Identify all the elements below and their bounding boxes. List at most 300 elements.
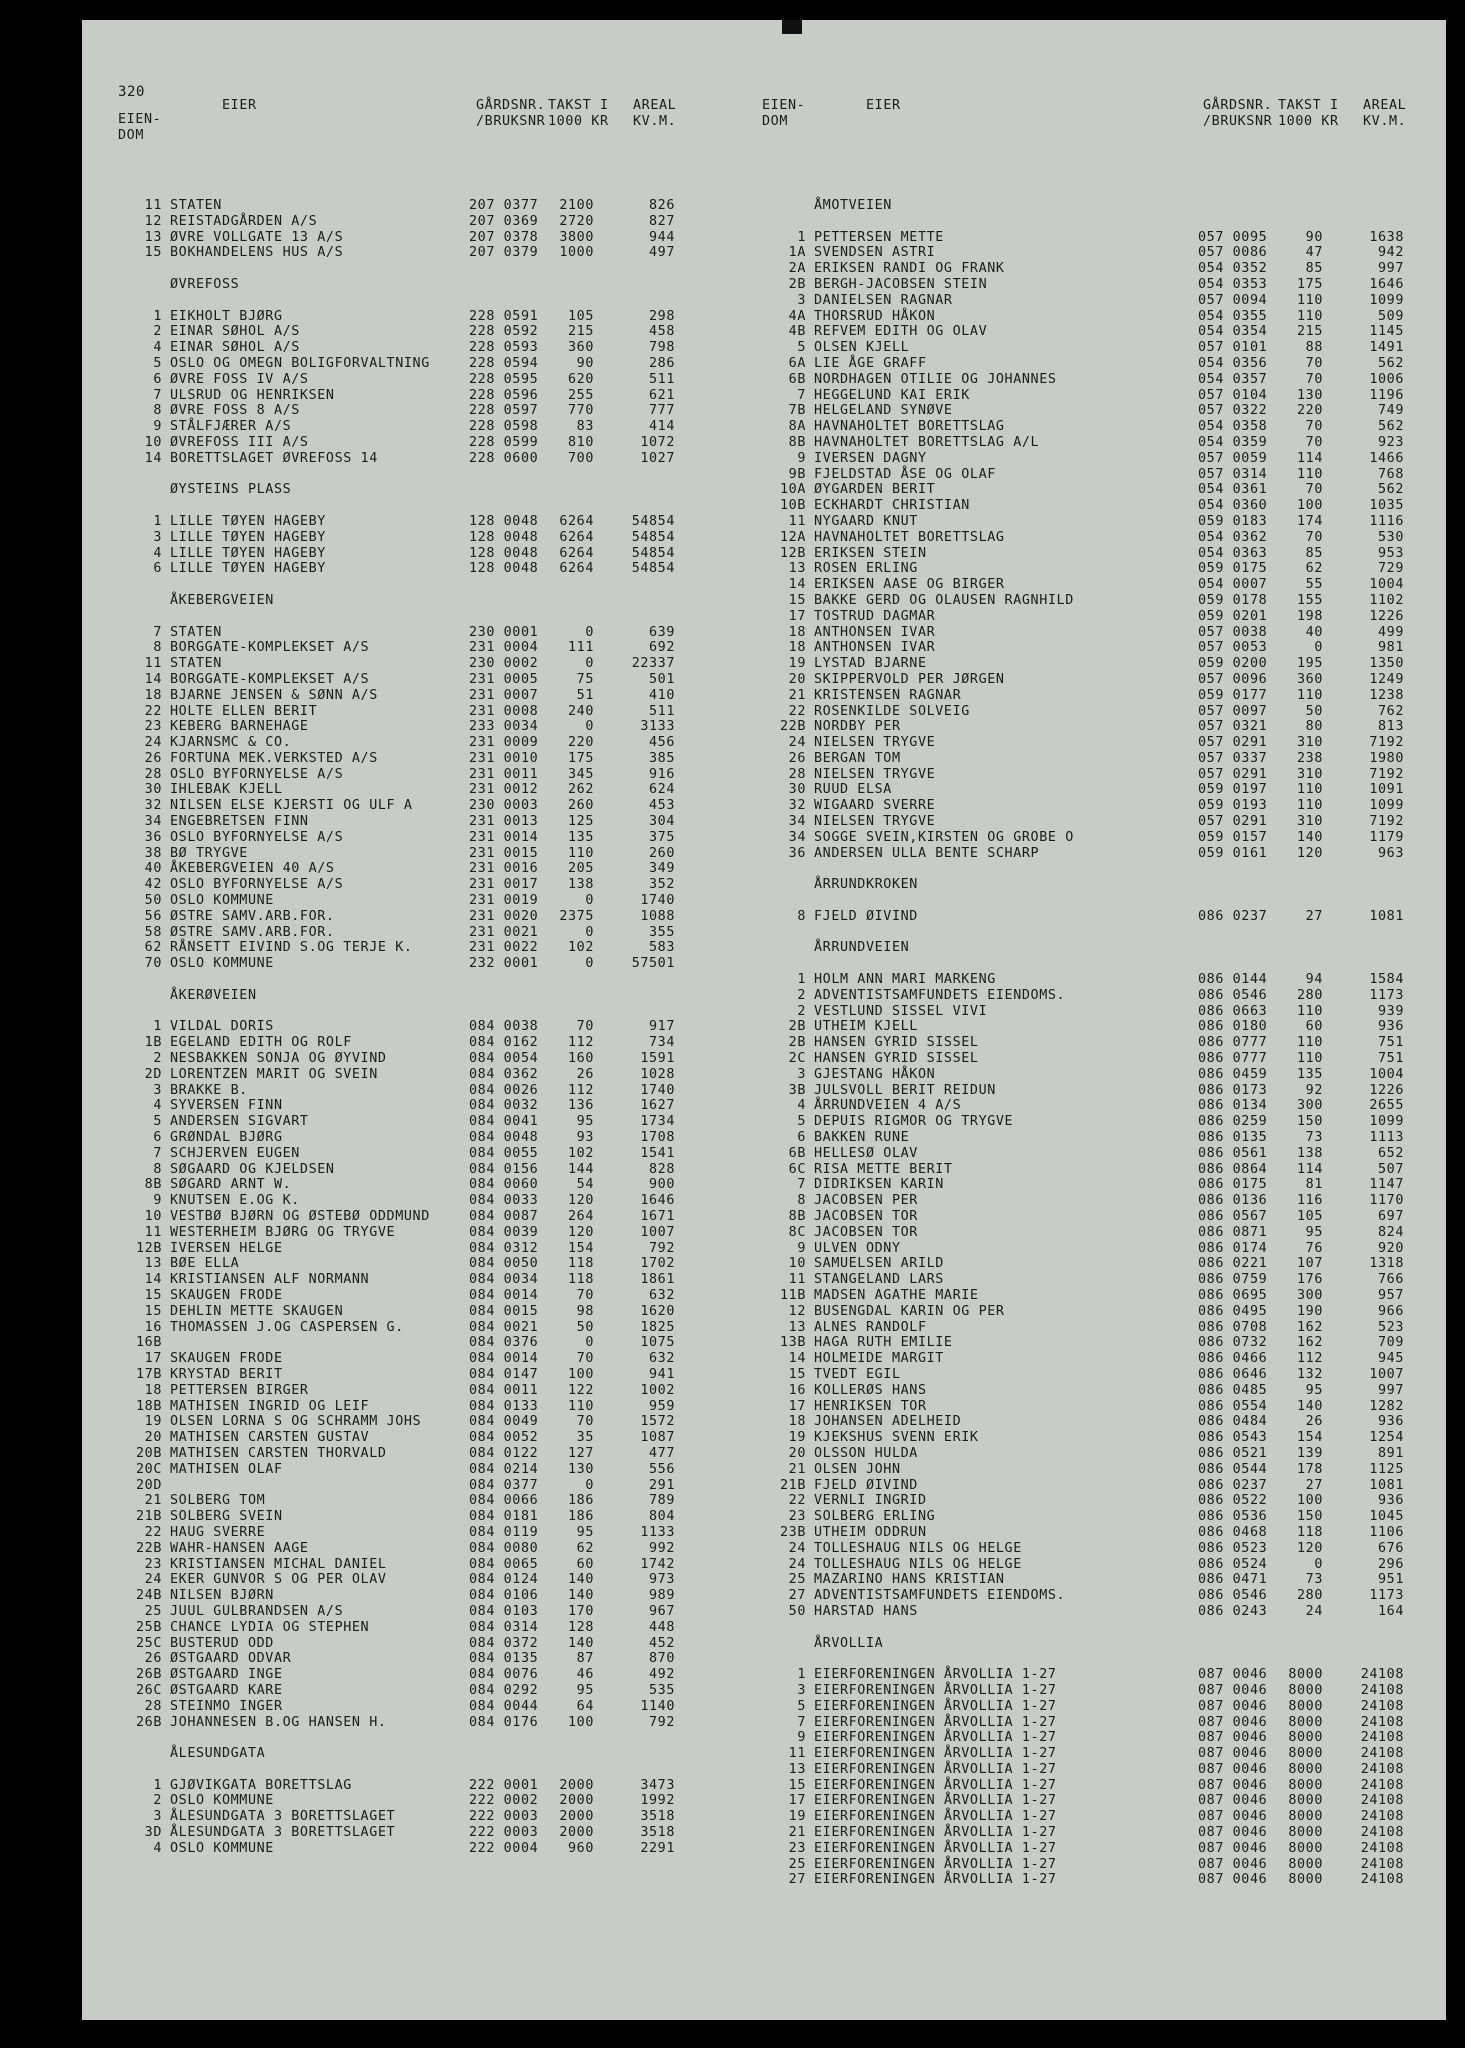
parcel-number: 086 0567 (1198, 1209, 1268, 1224)
table-row (118, 861, 718, 877)
table-row (762, 1067, 1422, 1083)
owner-name: RISA METTE BERIT (814, 1161, 953, 1177)
owner-name: BJARNE JENSEN & SØNN A/S (170, 687, 378, 703)
table-row (118, 324, 718, 340)
property-number: 7B (788, 403, 806, 419)
valuation: 112 (568, 1035, 594, 1051)
valuation: 162 (1297, 1319, 1323, 1335)
table-row (762, 830, 1422, 846)
parcel-number: 084 0124 (469, 1572, 539, 1588)
valuation: 130 (568, 1461, 594, 1477)
property-number: 3B (788, 1082, 806, 1098)
owner-name: JULSVOLL BERIT REIDUN (814, 1082, 996, 1098)
area: 458 (649, 324, 675, 340)
area: 789 (649, 1493, 675, 1509)
owner-name: PETTERSEN BIRGER (170, 1382, 309, 1398)
owner-name: ERIKSEN RANDI OG FRANK (814, 261, 1005, 277)
parcel-number: 231 0014 (469, 829, 539, 845)
valuation: 90 (576, 355, 594, 371)
parcel-number: 086 0243 (1198, 1603, 1268, 1619)
area: 1088 (640, 908, 675, 924)
owner-name: DEHLIN METTE SKAUGEN (170, 1303, 344, 1319)
owner-name: EINAR SØHOL A/S (170, 340, 300, 356)
owner-name: OSLO BYFORNYELSE A/S (170, 829, 344, 845)
property-number: 32 (144, 798, 162, 814)
valuation: 112 (568, 1082, 594, 1098)
parcel-number: 128 0048 (469, 545, 539, 561)
area: 942 (1378, 245, 1404, 261)
area: 639 (649, 624, 675, 640)
table-row (762, 561, 1422, 577)
valuation: 60 (576, 1556, 594, 1572)
area: 973 (649, 1572, 675, 1588)
section-heading (118, 277, 718, 293)
parcel-number: 086 0136 (1198, 1193, 1268, 1209)
owner-name: KEBERG BARNEHAGE (170, 719, 309, 735)
property-number: 3 (797, 1682, 806, 1698)
valuation: 0 (585, 924, 594, 940)
property-number: 22B (780, 719, 806, 735)
spacer (118, 1762, 718, 1778)
property-number: 11 (788, 1272, 806, 1288)
property-number: 30 (788, 782, 806, 798)
valuation: 240 (568, 703, 594, 719)
area: 997 (1378, 1382, 1404, 1398)
property-number: 1A (788, 245, 806, 261)
parcel-number: 228 0591 (469, 308, 539, 324)
parcel-number: 231 0007 (469, 687, 539, 703)
table-row (762, 1446, 1422, 1462)
area: 824 (1378, 1224, 1404, 1240)
parcel-number: 084 0050 (469, 1256, 539, 1272)
table-row (762, 1430, 1422, 1446)
table-row (762, 514, 1422, 530)
valuation: 95 (1305, 1382, 1323, 1398)
property-number: 19 (788, 1809, 806, 1825)
valuation: 0 (585, 1477, 594, 1493)
property-number: 24 (788, 1556, 806, 1572)
owner-name: STATEN (170, 624, 222, 640)
property-number: 4 (153, 340, 162, 356)
area: 766 (1378, 1272, 1404, 1288)
parcel-number: 084 0060 (469, 1177, 539, 1193)
property-number: 11 (788, 513, 806, 529)
area: 1734 (640, 1114, 675, 1130)
table-row (118, 561, 718, 577)
property-number: 4 (797, 1098, 806, 1114)
property-number: 21B (780, 1477, 806, 1493)
owner-name: BERGAN TOM (814, 750, 901, 766)
parcel-number: 057 0096 (1198, 671, 1268, 687)
owner-name: ULVEN ODNY (814, 1240, 901, 1256)
parcel-number: 086 0468 (1198, 1524, 1268, 1540)
property-number: 6 (153, 371, 162, 387)
property-number: 25C (136, 1635, 162, 1651)
owner-name: JACOBSEN PER (814, 1193, 918, 1209)
parcel-number: 057 0086 (1198, 245, 1268, 261)
valuation: 93 (576, 1130, 594, 1146)
table-row (118, 704, 718, 720)
table-row (118, 640, 718, 656)
table-row (118, 830, 718, 846)
table-row (762, 1762, 1422, 1778)
valuation: 2720 (559, 213, 594, 229)
table-row (118, 1462, 718, 1478)
property-number: 18 (788, 640, 806, 656)
area: 749 (1378, 403, 1404, 419)
owner-name: MATHISEN OLAF (170, 1461, 283, 1477)
property-number: 20 (788, 671, 806, 687)
parcel-number: 222 0003 (469, 1809, 539, 1825)
valuation: 112 (1297, 1351, 1323, 1367)
valuation: 138 (1297, 1145, 1323, 1161)
parcel-number: 084 0176 (469, 1714, 539, 1730)
parcel-number: 086 0759 (1198, 1272, 1268, 1288)
area: 632 (649, 1351, 675, 1367)
property-number: 13 (144, 229, 162, 245)
property-number: 50 (144, 893, 162, 909)
parcel-number: 086 0871 (1198, 1224, 1268, 1240)
area: 1226 (1369, 608, 1404, 624)
valuation: 70 (576, 1414, 594, 1430)
owner-name: HAUG SVERRE (170, 1524, 266, 1540)
valuation: 70 (1305, 419, 1323, 435)
table-row (118, 1588, 718, 1604)
table-row (762, 1604, 1422, 1620)
street-name: ÅRVOLLIA (814, 1635, 884, 1651)
property-number: 9 (153, 1193, 162, 1209)
property-number: 23 (788, 1509, 806, 1525)
area: 1702 (640, 1256, 675, 1272)
parcel-number: 059 0157 (1198, 829, 1268, 845)
table-row (118, 546, 718, 562)
owner-name: EIERFORENINGEN ÅRVOLLIA 1-27 (814, 1698, 1057, 1714)
owner-name: NILSEN ELSE KJERSTI OG ULF A (170, 798, 413, 814)
owner-name: OSLO OG OMEGN BOLIGFORVALTNING (170, 355, 430, 371)
owner-name: ROSENKILDE SOLVEIG (814, 703, 970, 719)
parcel-number: 231 0020 (469, 908, 539, 924)
owner-name: IHLEBAK KJELL (170, 782, 283, 798)
table-row (762, 846, 1422, 862)
valuation: 60 (1305, 1019, 1323, 1035)
owner-name: JACOBSEN TOR (814, 1224, 918, 1240)
property-number: 36 (144, 829, 162, 845)
parcel-number: 084 0214 (469, 1461, 539, 1477)
section-heading (118, 1746, 718, 1762)
area: 1125 (1369, 1461, 1404, 1477)
parcel-number: 057 0337 (1198, 750, 1268, 766)
table-row (762, 1509, 1422, 1525)
valuation: 140 (568, 1635, 594, 1651)
property-number: 7 (797, 1177, 806, 1193)
valuation: 100 (1297, 498, 1323, 514)
owner-name: MATHISEN INGRID OG LEIF (170, 1398, 370, 1414)
owner-name: OLSSON HULDA (814, 1445, 918, 1461)
valuation: 107 (1297, 1256, 1323, 1272)
property-number: 4 (153, 1098, 162, 1114)
property-number: 28 (788, 766, 806, 782)
owner-name: EIERFORENINGEN ÅRVOLLIA 1-27 (814, 1840, 1057, 1856)
owner-name: ØYGARDEN BERIT (814, 482, 936, 498)
owner-name: LILLE TØYEN HAGEBY (170, 561, 326, 577)
table-row (762, 1320, 1422, 1336)
property-number: 6B (788, 1145, 806, 1161)
area: 2655 (1369, 1098, 1404, 1114)
valuation: 76 (1305, 1240, 1323, 1256)
table-row (118, 1414, 718, 1430)
table-row (762, 609, 1422, 625)
table-row (118, 309, 718, 325)
area: 1147 (1369, 1177, 1404, 1193)
valuation: 0 (585, 624, 594, 640)
valuation: 360 (1297, 671, 1323, 687)
owner-name: UTHEIM KJELL (814, 1019, 918, 1035)
property-number: 21 (144, 1493, 162, 1509)
valuation: 110 (1297, 292, 1323, 308)
property-number: 26B (136, 1714, 162, 1730)
owner-name: STANGELAND LARS (814, 1272, 944, 1288)
area: 260 (649, 845, 675, 861)
area: 870 (649, 1651, 675, 1667)
parcel-number: 059 0201 (1198, 608, 1268, 624)
table-row (762, 735, 1422, 751)
property-number: 2 (153, 324, 162, 340)
owner-name: SCHJERVEN EUGEN (170, 1145, 300, 1161)
property-number: 6 (797, 1130, 806, 1146)
owner-name: JACOBSEN TOR (814, 1209, 918, 1224)
valuation: 64 (576, 1698, 594, 1714)
owner-name: BAKKEN RUNE (814, 1130, 910, 1146)
parcel-number: 084 0049 (469, 1414, 539, 1430)
binder-tab (782, 20, 802, 34)
parcel-number: 086 0522 (1198, 1493, 1268, 1509)
table-row (118, 1225, 718, 1241)
street-name: ÅRRUNDKROKEN (814, 877, 918, 893)
owner-name: HANSEN GYRID SISSEL (814, 1035, 979, 1051)
table-row (118, 1241, 718, 1257)
header-eiendom: EIEN- DOM (118, 112, 162, 143)
parcel-number: 086 0695 (1198, 1287, 1268, 1303)
owner-name: MADSEN AGATHE MARIE (814, 1287, 979, 1303)
valuation: 310 (1297, 735, 1323, 751)
parcel-number: 054 0354 (1198, 324, 1268, 340)
owner-name: SKAUGEN FRODE (170, 1287, 283, 1303)
table-row (118, 1019, 718, 1035)
property-number: 16 (144, 1319, 162, 1335)
parcel-number: 054 0007 (1198, 577, 1268, 593)
property-number: 15 (144, 1303, 162, 1319)
valuation: 280 (1297, 987, 1323, 1003)
parcel-number: 084 0014 (469, 1351, 539, 1367)
area: 792 (649, 1714, 675, 1730)
property-number: 3 (153, 1809, 162, 1825)
table-row (118, 909, 718, 925)
parcel-number: 084 0026 (469, 1082, 539, 1098)
parcel-number: 084 0147 (469, 1366, 539, 1382)
spacer (118, 467, 718, 483)
valuation: 128 (568, 1619, 594, 1635)
table-row (118, 1177, 718, 1193)
table-row (762, 498, 1422, 514)
valuation: 300 (1297, 1287, 1323, 1303)
property-number: 22B (136, 1540, 162, 1556)
owner-name: KJEKSHUS SVENN ERIK (814, 1430, 979, 1446)
table-row (762, 1715, 1422, 1731)
table-row (118, 1209, 718, 1225)
owner-name: SKAUGEN FRODE (170, 1351, 283, 1367)
owner-name: HENRIKSEN TOR (814, 1398, 927, 1414)
valuation: 160 (568, 1051, 594, 1067)
area: 298 (649, 308, 675, 324)
area: 286 (649, 355, 675, 371)
table-row (762, 767, 1422, 783)
table-row (762, 1778, 1422, 1794)
area: 1140 (640, 1698, 675, 1714)
owner-name: BØE ELLA (170, 1256, 240, 1272)
parcel-number: 086 0546 (1198, 987, 1268, 1003)
parcel-number: 087 0046 (1198, 1746, 1268, 1762)
valuation: 140 (568, 1588, 594, 1604)
table-row (762, 1572, 1422, 1588)
table-row (762, 1004, 1422, 1020)
area: 957 (1378, 1287, 1404, 1303)
valuation: 2100 (559, 198, 594, 213)
valuation: 132 (1297, 1366, 1323, 1382)
property-number: 14 (144, 450, 162, 466)
property-number: 3 (153, 1082, 162, 1098)
table-row (118, 1699, 718, 1715)
table-row (118, 846, 718, 862)
area: 967 (649, 1603, 675, 1619)
table-row (762, 1114, 1422, 1130)
area: 827 (649, 213, 675, 229)
table-row (762, 1177, 1422, 1193)
parcel-number: 084 0054 (469, 1051, 539, 1067)
valuation: 0 (585, 656, 594, 672)
parcel-number: 086 0484 (1198, 1414, 1268, 1430)
spacer (118, 293, 718, 309)
valuation: 3800 (559, 229, 594, 245)
property-number: 11 (144, 198, 162, 213)
parcel-number: 054 0355 (1198, 308, 1268, 324)
property-number: 10A (780, 482, 806, 498)
valuation: 51 (576, 687, 594, 703)
table-row (762, 704, 1422, 720)
parcel-number: 231 0010 (469, 750, 539, 766)
valuation: 0 (585, 719, 594, 735)
valuation: 55 (1305, 577, 1323, 593)
area: 24108 (1360, 1809, 1404, 1825)
property-number: 22 (788, 703, 806, 719)
area: 1006 (1369, 371, 1404, 387)
parcel-number: 084 0052 (469, 1430, 539, 1446)
table-row (118, 1620, 718, 1636)
property-number: 14 (788, 577, 806, 593)
property-number: 14 (788, 1351, 806, 1367)
valuation: 770 (568, 403, 594, 419)
table-row (118, 1162, 718, 1178)
owner-name: ÅLESUNDGATA 3 BORETTSLAGET (170, 1809, 396, 1825)
owner-name: REFVEM EDITH OG OLAV (814, 324, 988, 340)
table-row (762, 230, 1422, 246)
valuation: 110 (1297, 687, 1323, 703)
parcel-number: 232 0001 (469, 956, 539, 972)
area: 54854 (631, 561, 675, 577)
header-gardsnr: GÅRDSNR. /BRUKSNR (1203, 98, 1273, 129)
parcel-number: 084 0038 (469, 1019, 539, 1035)
property-number: 7 (797, 1714, 806, 1730)
table-row (118, 1509, 718, 1525)
table-row (762, 1241, 1422, 1257)
parcel-number: 086 0466 (1198, 1351, 1268, 1367)
area: 828 (649, 1161, 675, 1177)
property-number: 10 (144, 434, 162, 450)
owner-name: SVENDSEN ASTRI (814, 245, 936, 261)
property-number: 22 (144, 703, 162, 719)
table-row (762, 1051, 1422, 1067)
parcel-number: 231 0005 (469, 671, 539, 687)
street-name: ÅRRUNDVEIEN (814, 940, 910, 956)
property-number: 9 (797, 450, 806, 466)
area: 3133 (640, 719, 675, 735)
valuation: 110 (1297, 1003, 1323, 1019)
table-row (762, 356, 1422, 372)
table-row (762, 1478, 1422, 1494)
table-row (762, 814, 1422, 830)
parcel-number: 084 0080 (469, 1540, 539, 1556)
property-number: 1B (144, 1035, 162, 1051)
property-number: 26 (144, 750, 162, 766)
table-row (762, 1272, 1422, 1288)
owner-name: ØSTGAARD KARE (170, 1682, 283, 1698)
property-number: 8B (788, 434, 806, 450)
parcel-number: 128 0048 (469, 561, 539, 577)
parcel-number: 086 0524 (1198, 1556, 1268, 1572)
valuation: 8000 (1288, 1777, 1323, 1793)
property-number: 8B (788, 1209, 806, 1224)
owner-name: OLSEN JOHN (814, 1461, 901, 1477)
property-number: 7 (797, 387, 806, 403)
table-row (118, 1399, 718, 1415)
area: 1238 (1369, 687, 1404, 703)
table-row (118, 245, 718, 261)
property-number: 18B (136, 1398, 162, 1414)
area: 920 (1378, 1240, 1404, 1256)
parcel-number: 084 0362 (469, 1066, 539, 1082)
area: 24108 (1360, 1714, 1404, 1730)
property-number: 4B (788, 324, 806, 340)
table-row (118, 1288, 718, 1304)
area: 1627 (640, 1098, 675, 1114)
owner-name: ØVRE FOSS 8 A/S (170, 403, 300, 419)
owner-name: BERGH-JACOBSEN STEIN (814, 276, 988, 292)
parcel-number: 231 0009 (469, 735, 539, 751)
owner-name: OSLO BYFORNYELSE A/S (170, 766, 344, 782)
valuation: 70 (1305, 434, 1323, 450)
property-number: 8C (788, 1224, 806, 1240)
area: 939 (1378, 1003, 1404, 1019)
owner-name: OSLO KOMMUNE (170, 1793, 274, 1809)
property-number: 9 (797, 1240, 806, 1256)
valuation: 120 (568, 1193, 594, 1209)
property-number: 21 (788, 1461, 806, 1477)
owner-name: SAMUELSEN ARILD (814, 1256, 944, 1272)
parcel-number: 084 0135 (469, 1651, 539, 1667)
area: 1742 (640, 1556, 675, 1572)
parcel-number: 084 0032 (469, 1098, 539, 1114)
table-row (762, 435, 1422, 451)
owner-name: STATEN (170, 656, 222, 672)
